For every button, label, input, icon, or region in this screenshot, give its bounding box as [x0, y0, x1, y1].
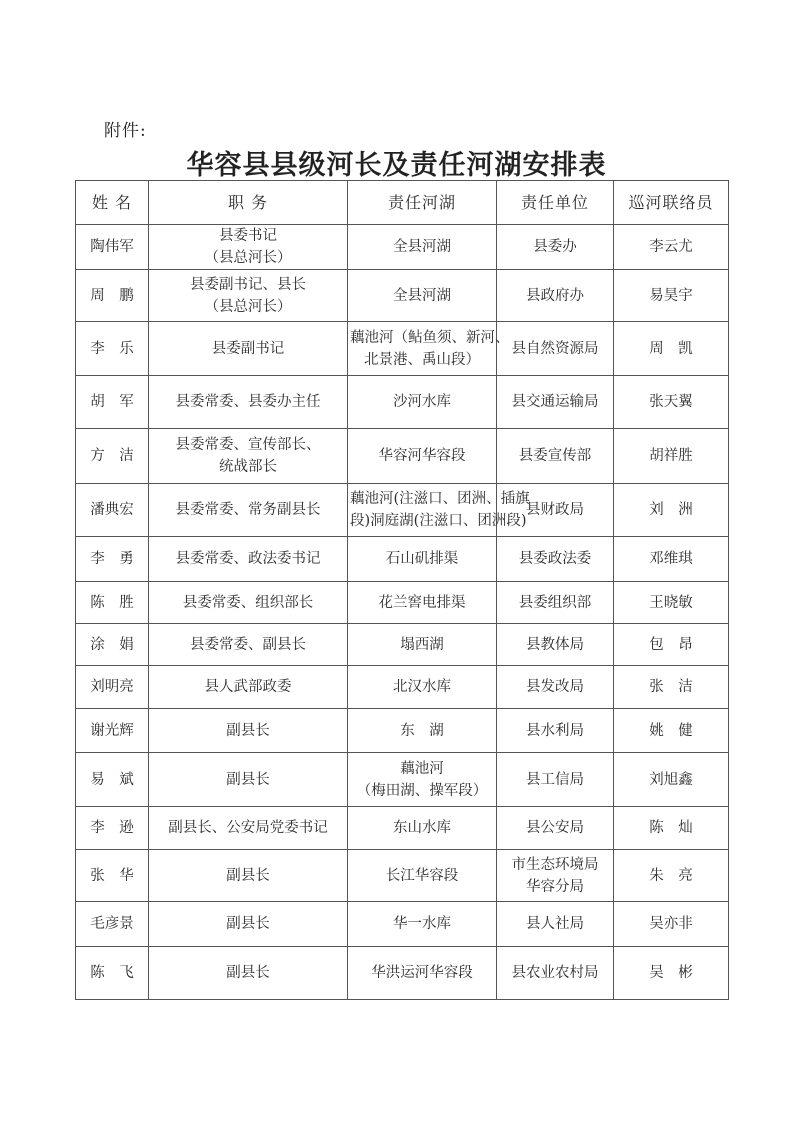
- cell-name: 陈 飞: [76, 947, 149, 1000]
- cell-river-line: 塌西湖: [400, 636, 444, 653]
- header-liaison: 巡河联络员: [614, 181, 729, 225]
- cell-unit-line: 县人社局: [526, 916, 584, 932]
- cell-position-line: 统战部长: [219, 459, 277, 475]
- cell-position: [149, 902, 348, 947]
- cell-river: [348, 666, 497, 709]
- cell-unit: [497, 537, 614, 582]
- table-row: [76, 666, 729, 709]
- cell-unit: [497, 902, 614, 947]
- cell-position-line: 副县长: [226, 965, 270, 981]
- cell-position: [149, 322, 348, 376]
- cell-river-line: 北汉水库: [393, 679, 451, 695]
- cell-position: [149, 850, 348, 902]
- cell-unit-line: 县工信局: [526, 771, 584, 788]
- cell-position: [149, 807, 348, 850]
- cell-river: [348, 582, 497, 624]
- cell-position: [149, 484, 348, 537]
- cell-position: [149, 624, 348, 666]
- table-row: [76, 902, 729, 947]
- cell-unit-line: 县交通运输局: [511, 394, 599, 410]
- cell-position-line: （县总河长）: [204, 250, 292, 266]
- cell-river: [348, 947, 497, 1000]
- cell-name: 李 乐: [76, 322, 149, 376]
- table-row: [76, 582, 729, 624]
- document-title: 华容县县级河长及责任河湖安排表: [186, 150, 607, 181]
- cell-river-line: 藕池河（鲇鱼须、新河、: [350, 329, 510, 346]
- cell-liaison: 李云尤: [614, 225, 729, 270]
- cell-name: 李 逊: [76, 807, 149, 850]
- cell-position-line: 县委常委、政法委书记: [175, 551, 321, 567]
- cell-unit-line: 县委政法委: [518, 551, 592, 567]
- cell-river: [348, 850, 497, 902]
- header-position: 职 务: [149, 181, 348, 225]
- cell-position-line: 副县长: [226, 867, 270, 884]
- cell-name: 陶伟军: [76, 225, 149, 270]
- cell-liaison: 朱 亮: [614, 850, 729, 902]
- table-row: [76, 624, 729, 666]
- cell-unit-line: 县委办: [533, 239, 577, 255]
- cell-unit: [497, 582, 614, 624]
- cell-name: 张 华: [76, 850, 149, 902]
- cell-unit: [497, 322, 614, 376]
- cell-position: [149, 947, 348, 1000]
- cell-unit: [497, 947, 614, 1000]
- cell-river: [348, 322, 510, 376]
- table-row: [76, 807, 729, 850]
- cell-name: 刘明亮: [76, 666, 149, 709]
- table-row: [76, 376, 729, 429]
- cell-position: [149, 582, 348, 624]
- cell-position-line: 县委常委、副县长: [190, 636, 306, 653]
- cell-river: [348, 429, 497, 484]
- cell-unit: [497, 429, 614, 484]
- cell-name: 周 鹏: [76, 270, 149, 322]
- cell-unit-line: 县委组织部: [518, 594, 592, 611]
- cell-position-line: 县委常委、宣传部长、: [175, 437, 321, 453]
- cell-unit-line: 县农业农村局: [511, 965, 599, 981]
- cell-river-line: 全县河湖: [393, 287, 451, 304]
- table-row: [76, 225, 729, 270]
- cell-unit-line: 县自然资源局: [511, 340, 599, 357]
- cell-liaison: 周 凯: [614, 322, 729, 376]
- table-row: [76, 429, 729, 484]
- cell-position-line: 县委书记: [219, 228, 277, 244]
- cell-unit-line: 县水利局: [526, 722, 584, 739]
- cell-unit-line: 华容分局: [526, 878, 584, 895]
- cell-unit-line: 县财政局: [526, 502, 584, 518]
- cell-river: [348, 270, 497, 322]
- cell-river-line: 东山水库: [393, 820, 451, 836]
- cell-river: [348, 624, 497, 666]
- cell-unit: [497, 666, 614, 709]
- cell-liaison: 张 洁: [614, 666, 729, 709]
- cell-unit: [497, 225, 614, 270]
- cell-river-line: （梅田湖、操军段）: [356, 782, 488, 799]
- table-row: [76, 484, 729, 537]
- table-header-row: [76, 181, 729, 225]
- cell-unit: [497, 376, 614, 429]
- table-row: [76, 270, 729, 322]
- table-row: [76, 850, 729, 902]
- cell-liaison: 刘 洲: [614, 484, 729, 537]
- cell-river: [348, 902, 497, 947]
- cell-liaison: 包 昂: [614, 624, 729, 666]
- cell-unit: [497, 753, 614, 807]
- cell-river-line: 东 湖: [400, 722, 444, 739]
- cell-position-line: 县人武部政委: [204, 679, 292, 695]
- cell-river-line: 华洪运河华容段: [371, 965, 473, 981]
- cell-unit: [497, 709, 614, 753]
- attachment-label: 附件:: [104, 121, 147, 141]
- cell-river-line: 华一水库: [393, 916, 451, 932]
- cell-name: 胡 军: [76, 376, 149, 429]
- cell-liaison: 胡祥胜: [614, 429, 729, 484]
- cell-position-line: 县委常委、县委办主任: [175, 394, 321, 410]
- cell-river: [348, 753, 497, 807]
- cell-position-line: 县委常委、组织部长: [182, 594, 314, 611]
- cell-position-line: 县委常委、常务副县长: [175, 502, 321, 518]
- cell-river-line: 花兰窖电排渠: [378, 594, 466, 611]
- cell-name: 陈 胜: [76, 582, 149, 624]
- cell-liaison: 刘旭鑫: [614, 753, 729, 807]
- cell-river-line: 沙河水库: [393, 394, 451, 410]
- cell-position: [149, 376, 348, 429]
- cell-liaison: 姚 健: [614, 709, 729, 753]
- cell-unit-line: 县政府办: [526, 287, 584, 304]
- cell-name: 潘典宏: [76, 484, 149, 537]
- cell-liaison: 吴亦非: [614, 902, 729, 947]
- cell-position-line: 副县长: [226, 722, 270, 739]
- cell-name: 方 洁: [76, 429, 149, 484]
- cell-river-line: 藕池河(注滋口、团洲、插旗: [350, 491, 530, 507]
- header-unit: 责任单位: [497, 181, 614, 225]
- cell-position: [149, 537, 348, 582]
- cell-river: [348, 225, 497, 270]
- cell-river: [348, 376, 497, 429]
- cell-liaison: 吴 彬: [614, 947, 729, 1000]
- cell-position-line: 县委副书记、县长: [190, 276, 306, 293]
- cell-liaison: 易昊宇: [614, 270, 729, 322]
- cell-unit-line: 县教体局: [526, 636, 584, 653]
- table-row: [76, 947, 729, 1000]
- table-row: [76, 753, 729, 807]
- cell-position: [149, 753, 348, 807]
- cell-unit-line: 县公安局: [526, 820, 584, 836]
- cell-unit: [497, 807, 614, 850]
- cell-river-line: 北景港、禹山段）: [364, 351, 480, 368]
- cell-name: 李 勇: [76, 537, 149, 582]
- cell-river-line: 长江华容段: [385, 867, 459, 884]
- cell-position: [149, 666, 348, 709]
- cell-river-line: 藕池河: [400, 760, 444, 777]
- cell-unit-line: 市生态环境局: [511, 856, 599, 873]
- cell-position-line: （县总河长）: [204, 298, 292, 315]
- cell-river-line: 华容河华容段: [378, 448, 466, 464]
- cell-unit: [497, 624, 614, 666]
- cell-position: [149, 429, 348, 484]
- cell-river-line: 段)洞庭湖(注滋口、团洲段): [350, 513, 527, 529]
- cell-unit: [497, 850, 614, 902]
- cell-river: [348, 537, 497, 582]
- cell-position-line: 副县长: [226, 771, 270, 788]
- cell-unit-line: 县委宣传部: [518, 448, 592, 464]
- cell-name: 涂 娟: [76, 624, 149, 666]
- cell-unit: [497, 270, 614, 322]
- cell-river: [348, 807, 497, 850]
- cell-position-line: 副县长: [226, 916, 270, 932]
- cell-position-line: 县委副书记: [211, 340, 285, 357]
- cell-name: 易 斌: [76, 753, 149, 807]
- table-row: [76, 709, 729, 753]
- header-river: 责任河湖: [348, 181, 497, 225]
- cell-river-line: 全县河湖: [393, 239, 451, 255]
- cell-position: [149, 709, 348, 753]
- cell-river: [348, 484, 530, 537]
- cell-position: [149, 225, 348, 270]
- cell-liaison: 邓维琪: [614, 537, 729, 582]
- cell-position: [149, 270, 348, 322]
- cell-name: 毛彦景: [76, 902, 149, 947]
- table-row: [76, 537, 729, 582]
- table-row: [76, 322, 729, 376]
- cell-river-line: 石山矶排渠: [385, 551, 459, 567]
- cell-liaison: 王晓敏: [614, 582, 729, 624]
- river-chief-table: [75, 180, 729, 1000]
- cell-unit-line: 县发改局: [526, 679, 584, 695]
- cell-liaison: 陈 灿: [614, 807, 729, 850]
- cell-liaison: 张天翼: [614, 376, 729, 429]
- cell-name: 谢光辉: [76, 709, 149, 753]
- cell-river: [348, 709, 497, 753]
- cell-position-line: 副县长、公安局党委书记: [168, 820, 328, 836]
- header-name: 姓 名: [76, 181, 149, 225]
